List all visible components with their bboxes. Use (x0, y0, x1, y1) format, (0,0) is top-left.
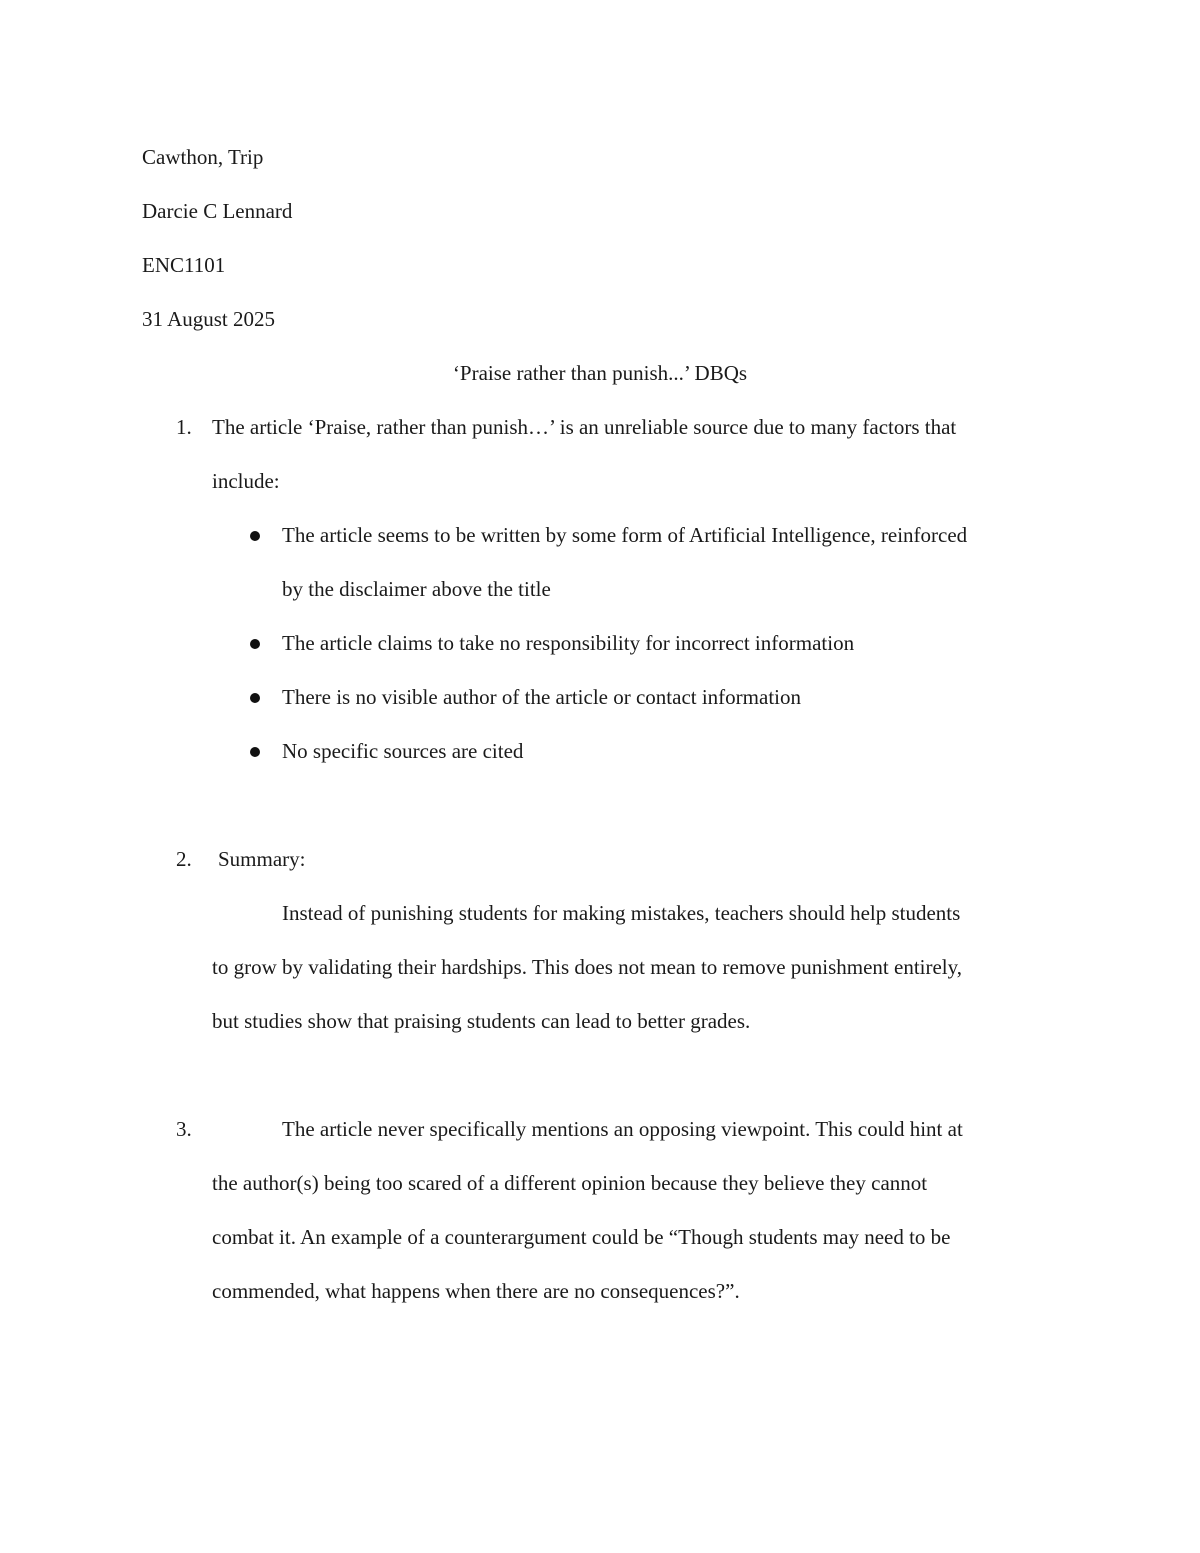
q1-line: include: (212, 469, 280, 493)
bullet-icon (250, 693, 260, 703)
course-code: ENC1101 (142, 253, 226, 277)
q2-line: but studies show that praising students can lead to better grades. (212, 1009, 751, 1033)
q1-bullet-text: by the disclaimer above the title (282, 577, 551, 601)
student-name: Cawthon, Trip (142, 145, 264, 169)
bullet-icon (250, 747, 260, 757)
q1-bullet-text: No specific sources are cited (282, 739, 524, 763)
q1-number: 1. (176, 415, 192, 439)
q1-bullet-text: There is no visible author of the article or contact information (282, 685, 801, 709)
q1-line: The article ‘Praise, rather than punish…’ is an unreliable source due to many factors that (212, 415, 957, 439)
instructor-name: Darcie C Lennard (142, 199, 293, 223)
q3-line: combat it. An example of a counterargument could be “Though students may need to be (212, 1225, 951, 1249)
q2-line: to grow by validating their hardships. This does not mean to remove punishment entirely, (212, 955, 963, 979)
document-title: ‘Praise rather than punish...’ DBQs (452, 361, 748, 385)
q1-bullet-text: The article seems to be written by some form of Artificial Intelligence, reinforced (282, 523, 968, 547)
q2-number: 2. (176, 847, 192, 871)
q3-line: the author(s) being too scared of a different opinion because they believe they cannot (212, 1171, 928, 1195)
q3-line: commended, what happens when there are no consequences?”. (212, 1279, 740, 1303)
bullet-icon (250, 531, 260, 541)
q3-number: 3. (176, 1117, 192, 1141)
bullet-icon (250, 639, 260, 649)
q2-label: Summary: (218, 847, 306, 871)
q3-line: The article never specifically mentions an opposing viewpoint. This could hint at (282, 1117, 963, 1141)
q1-bullet-text: The article claims to take no responsibility for incorrect information (282, 631, 855, 655)
date: 31 August 2025 (142, 307, 276, 331)
q2-line: Instead of punishing students for making mistakes, teachers should help students (282, 901, 961, 925)
